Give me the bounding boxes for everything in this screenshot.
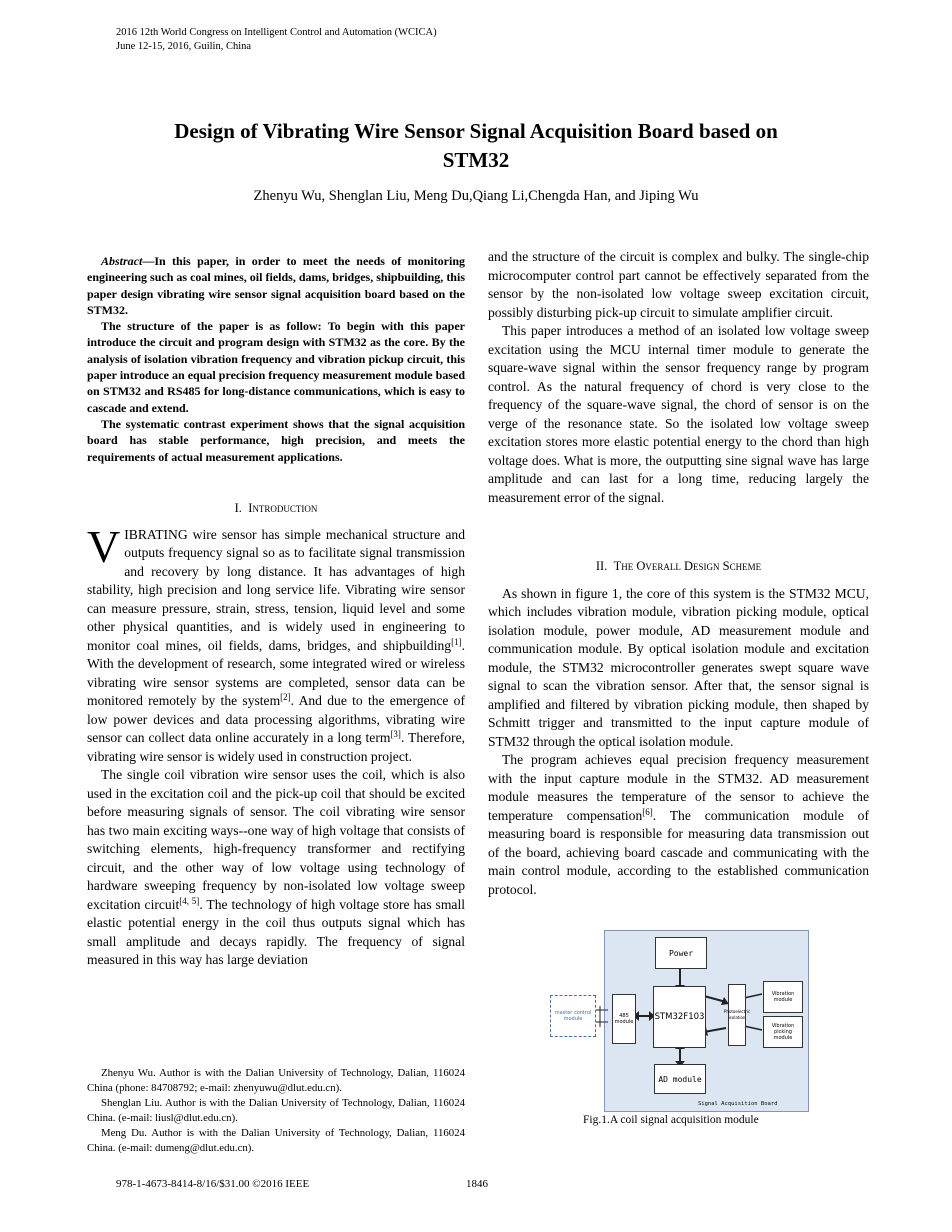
ad-module: AD module <box>654 1064 706 1094</box>
abstract <box>87 253 465 465</box>
footnote-1: Zhenyu Wu. Author is with the Dalian University of Technology, Dalian, 116024 China (phone: 84708792; e-mail: zhenyuwu@dlut.edu.cn). <box>87 1067 465 1094</box>
citation: [3] <box>390 729 401 739</box>
power-module: Power <box>655 937 707 969</box>
intro-paragraph-3: This paper introduces a method of an isolated low voltage sweep excitation using the MCU internal timer module to generate the square-wave signal within the sensor frequency range by program control. As the natural frequency of chord is very close to the frequency of the square-wave signal, the chord of sensor is on the verge of the resonance state. So the isolated low voltage sweep excitation stores more elastic potential energy to the chord than high voltage does. What is more, the outputting sine signal wave has large amplitude and can last for a long time, reducing largely the measurement error of the signal. <box>488 323 869 505</box>
author-list: Zhenyu Wu, Shenglan Liu, Meng Du,Qiang Li,Chengda Han, and Jiping Wu <box>253 188 699 204</box>
drop-cap: V <box>87 520 121 572</box>
section-introduction <box>87 499 465 970</box>
abstract-paragraph-2: The structure of the paper is as follow: To begin with this paper introduce the circuit and program design with STM32 as the core. By the analysis of isolation vibration frequency and vibration pickup circuit, this paper introduce an equal precision frequency measurement module based on STM32 and RS485 for long-distance communications, which is easy to cascade and extend. <box>87 319 465 415</box>
footnote-3: Meng Du. Author is with the Dalian University of Technology, Dalian, 116024 China. (e-mail: dumeng@dlut.edu.cn). <box>87 1127 465 1154</box>
conference-date: June 12-15, 2016, Guilin, China <box>116 41 252 52</box>
author-footnotes <box>87 1066 465 1157</box>
conference-name: 2016 12th World Congress on Intelligent Control and Automation (WCICA) <box>116 27 437 38</box>
design-paragraph-1: As shown in figure 1, the core of this system is the STM32 MCU, which includes vibration module, vibration picking module, optical isolation module, power module, AD measurement module and communication module. By optical isolation module and excitation module, the STM32 microcontroller generates swept square wave signal to scan the vibration sensor. After that, the sensor signal is amplified and filtered by vibration picking module, then shaped by Schmitt trigger and transmitted to the input capture module of STM32 through the optical isolation module. <box>488 585 869 749</box>
abstract-paragraph-3: The systematic contrast experiment shows that the signal acquisition board has stable performance, high precision, and meets the requirements of actual measurement applications. <box>87 416 465 464</box>
right-column-intro-cont <box>488 248 869 507</box>
section-overall-design <box>488 557 869 899</box>
optical-isolation-module: Photoelectric isolation <box>728 984 746 1046</box>
citation: [4, 5] <box>179 895 200 906</box>
intro-paragraph-2-cont: and the structure of the circuit is complex and bulky. The single-chip microcomputer control part cannot be effectively separated from the sensor by the non-isolated low voltage sweep excitation circuit, possibly disturbing pick-up circuit to simulate amplifier circuit. <box>488 249 869 320</box>
citation: [2] <box>280 692 291 702</box>
block-diagram <box>548 930 810 1112</box>
design-paragraph-2: The program achieves equal precision frequency measurement with the input capture module in the STM32. AD measurement module measures the temperature of the sensor to achieve the temperature compensation[6]. The communication module of measuring board is responsible for measuring data transmission out of the board, achieving board cascade and communicating with the main control module, according to the established communication protocol. <box>488 752 870 897</box>
abstract-label: Abstract <box>101 254 143 268</box>
section-heading-overall-design: II. The Overall Design Scheme <box>595 559 762 573</box>
vibration-picking-module: Vibration picking module <box>763 1016 803 1048</box>
section-heading-introduction: I. Introduction <box>234 501 318 515</box>
rs485-module: 485 module <box>612 994 636 1044</box>
paper-title <box>100 117 852 175</box>
figure-caption: Fig.1.A coil signal acquisition module <box>583 1114 759 1126</box>
title-line-2: STM32 <box>442 148 510 172</box>
master-control-module: master control module <box>550 995 596 1037</box>
conference-header <box>116 26 437 54</box>
footnote-2: Shenglan Liu. Author is with the Dalian University of Technology, Dalian, 116024 China. (e-mail: liusl@dlut.edu.cn). <box>87 1097 465 1124</box>
page-number: 1846 <box>466 1178 488 1190</box>
citation: [6] <box>642 806 653 817</box>
citation: [1] <box>451 636 462 647</box>
intro-paragraph-2: The single coil vibration wire sensor uses the coil, which is also used in the excitation coil and the pick-up coil that should be excited before measuring signals of sensor. The coil vibrating wire sensor has two main exciting ways--one way of high voltage that consists of switching elements, high-frequency transformer and rectifying circuit, and the other way of low voltage using technology of hardware sweeping frequency by non-isolated low voltage sweep excitation circuit[4, 5]. The technology of high voltage store has small elastic potential energy in the coil thus outputs signal which has small amplitude and decays rapidly. The frequency of signal measured in this way has large deviation <box>87 767 466 967</box>
title-line-1: Design of Vibrating Wire Sensor Signal Acquisition Board based on <box>174 119 778 143</box>
stm32-mcu: STM32F103 <box>653 986 706 1048</box>
isbn-copyright: 978-1-4673-8414-8/16/$31.00 ©2016 IEEE <box>116 1178 310 1190</box>
board-label: Signal Acquisition Board <box>698 1101 778 1107</box>
vibration-module: Vibration module <box>763 981 803 1013</box>
intro-paragraph-1: VIBRATING wire sensor has simple mechanical structure and outputs frequency signal so as to facilitate signal transmission and recovery by long distance. It has advantages of high stability, high precision and long service life. Vibrating wire sensor can measure pressure, strain, stress, tension, liquid level and some other physical quantities, and is widely used in engineering to monitor coal mines, oil fields, dams, bridges, and shipbuilding[1]. With the development of research, some integrated wired or wireless vibrating wire sensor systems are completed, sensor data can be monitored remotely by the system[2]. And due to the emergence of low power devices and data processing algorithms, vibrating wire sensor can collect data online accurately in a long term[3]. Therefore, vibrating wire sensor is widely used in construction project. <box>87 520 466 764</box>
abstract-paragraph-1: Abstract—In this paper, in order to meet the needs of monitoring engineering such as coal mines, oil fields, dams, bridges, shipbuilding, this paper design vibrating wire sensor signal acquisition board based on the STM32. <box>87 254 465 317</box>
